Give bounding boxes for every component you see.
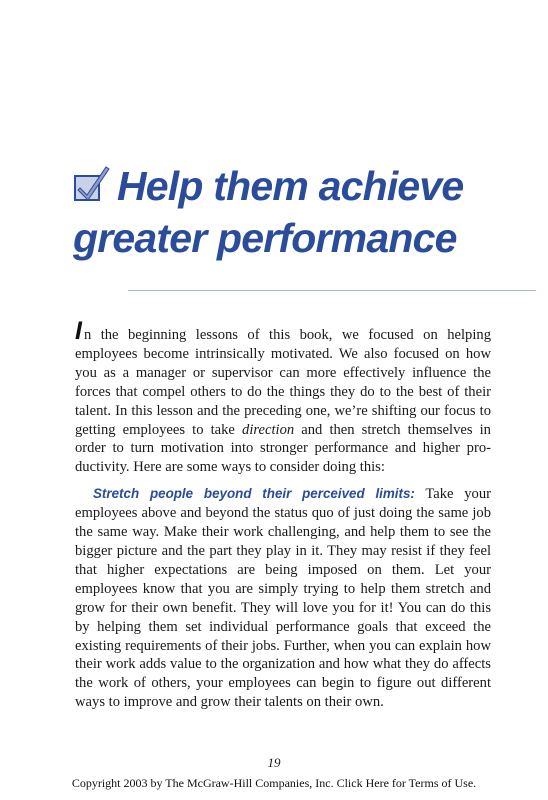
intro-paragraph — [75, 317, 491, 477]
heading-line-2: greater performance — [73, 215, 457, 261]
checkbox-check-icon — [73, 164, 113, 204]
run-in-heading: Stretch people beyond their perceived limits: — [93, 486, 415, 502]
page-heading — [73, 160, 533, 264]
intro-text-after: and then stretch themselves in order to turn motivation into stronger performance and higher productivity. Here are some ways to consider doing this: — [75, 421, 491, 476]
body-text — [75, 317, 492, 712]
heading-divider — [128, 290, 536, 291]
heading-text-1: Help them achieve — [117, 163, 464, 209]
heading-line-1 — [73, 160, 533, 212]
stretch-paragraph — [75, 485, 491, 712]
page-number: 19 — [267, 755, 281, 770]
drop-cap: I — [75, 317, 82, 345]
copyright-link[interactable]: Copyright 2003 by The McGraw-Hill Companies, Inc. Click Here for Terms of Use. — [71, 776, 477, 790]
intro-text-before: n the beginning lessons of this book, we focused on helping employees become intrinsically motivated. We also focused on how you as a manager or supervisor can more effectively influence the forces that compel others to do the things they do to the best of their talent. In this lesson and the preceding one, we’re shifting our focus to getting employees to take — [75, 327, 491, 438]
stretch-text: Take your employees above and beyond the status quo of just doing the same job the same way. Make their work challenging, and help them to see the bigger picture and the part they play in it. They may resist if they feel that higher expectations are being imposed on them. Let your employees know that you are simply trying to help them stretch and grow for their own benefit. They will love you for it! You can do this by helping them set individual performance goals that exceed the existing requirements of their jobs. Further, when you can explain how their work adds value to the organization and how what they do affects the work of others, your employees can begin to figure out different ways to improve and grow their talents on their own. — [75, 486, 492, 711]
intro-emphasis: direction — [242, 421, 295, 438]
